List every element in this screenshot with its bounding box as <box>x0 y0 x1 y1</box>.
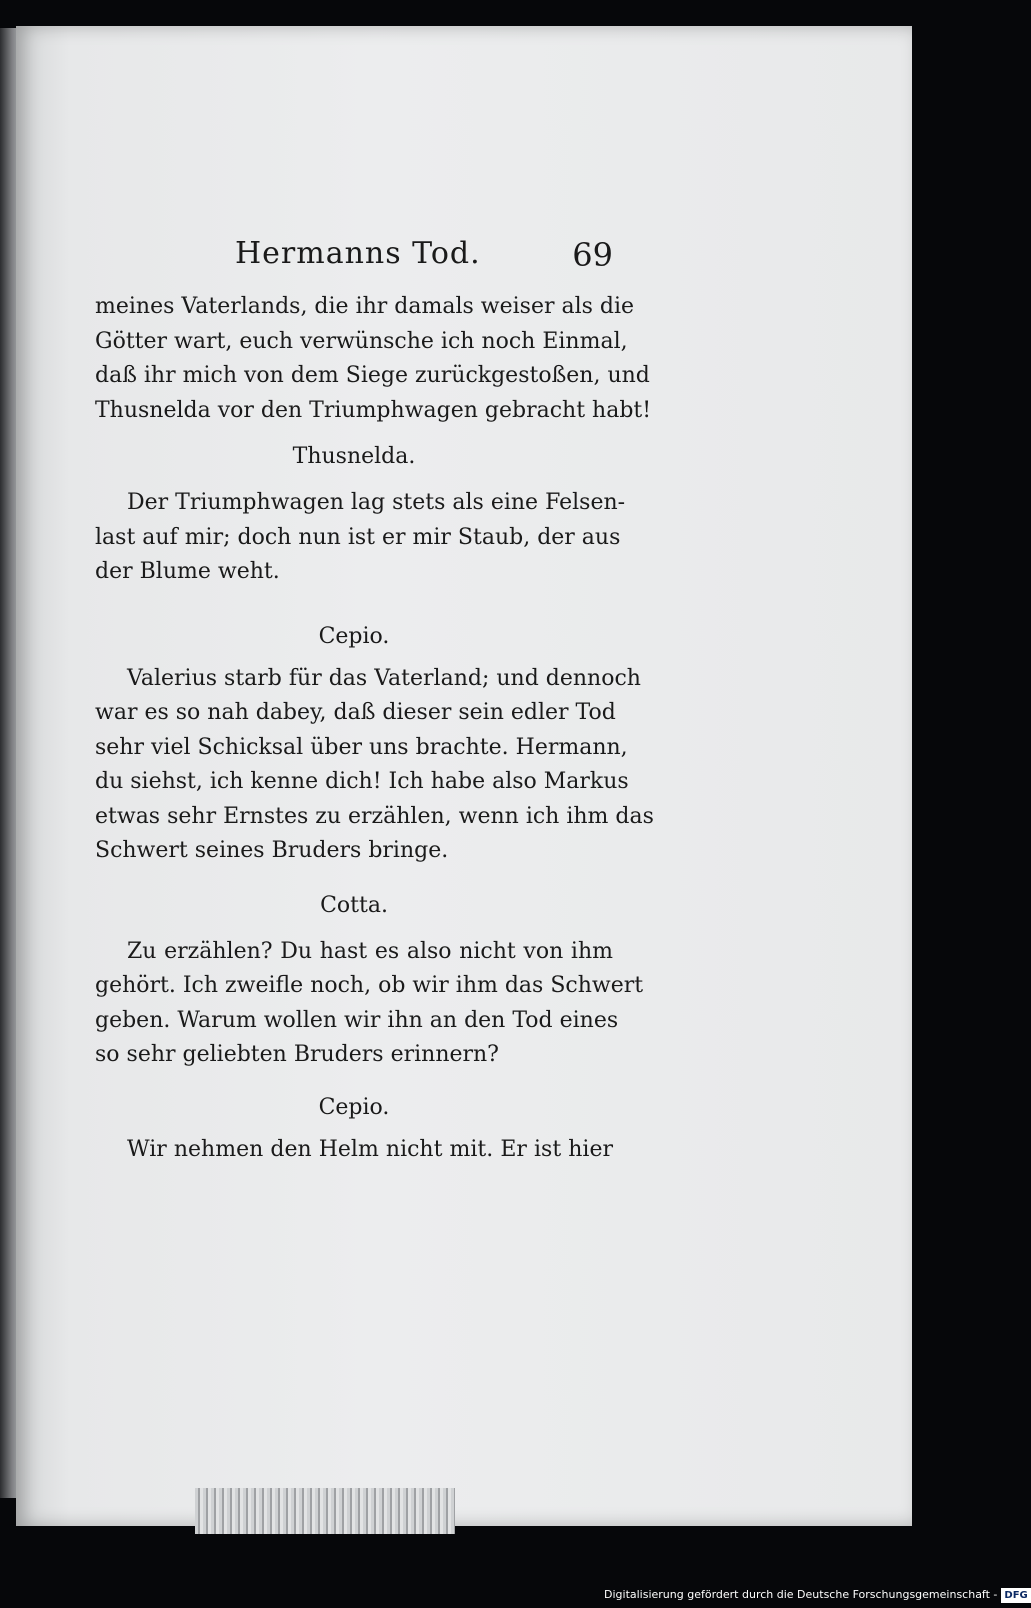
speaker-name: Thusnelda. <box>292 444 416 469</box>
digitization-credit <box>604 1585 1028 1605</box>
text-line: sehr viel Schicksal über uns brachte. Hermann, <box>95 734 628 760</box>
text-line: gehört. Ich zweifle noch, ob wir ihm das Schwert <box>95 973 644 998</box>
paragraph-4 <box>95 935 644 1073</box>
paragraph-1 <box>95 290 652 428</box>
text-line: daß ihr mich von dem Siege zurückgestoßen, und <box>95 363 650 388</box>
text-line: Götter wart, euch verwünsche ich noch Einmal, <box>95 328 628 354</box>
paragraph-5 <box>95 1133 613 1168</box>
page-number: 69 <box>572 236 613 274</box>
running-head <box>95 230 613 290</box>
text-line: geben. Warum wollen wir ihn an den Tod eines <box>95 1007 619 1033</box>
paragraph-2 <box>95 486 626 590</box>
text-line: du siehst, ich kenne dich! Ich habe also Markus <box>95 769 629 794</box>
text-line: der Blume weht. <box>95 559 280 584</box>
page-stack-edge <box>195 1488 455 1534</box>
speaker-name: Cotta. <box>320 892 388 918</box>
text-line: Valerius starb für das Vaterland; und dennoch <box>127 665 641 691</box>
page-text <box>95 230 654 1167</box>
text-line: war es so nah dabey, daß dieser sein edler Tod <box>95 700 616 725</box>
text-line: etwas sehr Ernstes zu erzählen, wenn ich ihm das <box>95 803 654 829</box>
text-line: last auf mir; doch nun ist er mir Staub, der aus <box>95 524 621 550</box>
paragraph-3 <box>95 662 654 869</box>
running-title: Hermanns Tod. <box>235 236 481 271</box>
text-line: Wir nehmen den Helm nicht mit. Er ist hier <box>127 1136 613 1162</box>
text-line: so sehr geliebten Bruders erinnern? <box>95 1042 499 1067</box>
text-line: meines Vaterlands, die ihr damals weiser als die <box>95 294 635 319</box>
text-line: Schwert seines Bruders bringe. <box>95 838 449 863</box>
text-line: Der Triumphwagen lag stets als eine Felsen- <box>127 490 626 515</box>
dfg-logo: DFG <box>1001 1588 1030 1603</box>
text-line: Thusnelda vor den Triumphwagen gebracht habt! <box>95 397 652 423</box>
text-line: Zu erzählen? Du hast es also nicht von ihm <box>127 938 613 964</box>
speaker-name: Cepio. <box>318 1094 390 1120</box>
credit-text: Digitalisierung gefördert durch die Deutsche Forschungsgemeinschaft - <box>604 1588 998 1601</box>
speaker-name: Cepio. <box>318 623 390 649</box>
